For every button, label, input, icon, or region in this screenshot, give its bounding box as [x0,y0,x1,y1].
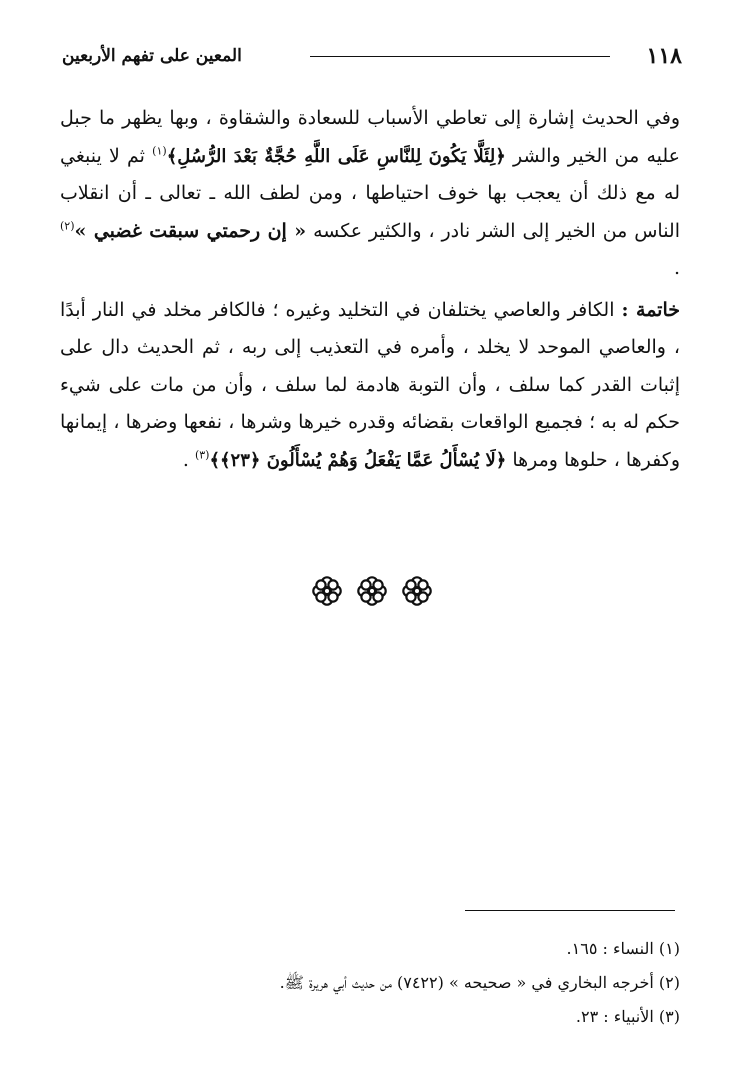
footnote-marker: (١) [658,939,680,958]
quran-verse-2: ﴿لَا يُسْأَلُ عَمَّا يَفْعَلُ وَهُمْ يُسْأَلُونَ ﴿٢٣﴾﴾ [209,449,507,471]
footnote-text: الأنبياء : ٢٣. [575,1007,654,1026]
conclusion-label: خاتمة : [621,298,681,321]
running-title: المعين على تفهم الأربعين [62,46,242,66]
footnote-3 [60,1000,680,1034]
footnote-1 [60,932,680,966]
footnote-2 [60,966,680,1000]
header-divider [310,56,610,57]
section-end-ornaments [0,576,744,606]
main-text [60,100,680,479]
footnote-divider [465,910,675,911]
flower-ornament-icon [402,576,432,606]
p2-end: . [182,448,195,471]
footnotes [60,932,680,1034]
paragraph-2 [60,292,680,480]
footnote-ref-2[interactable]: (٢) [60,219,75,233]
footnote-marker: (٢) [658,973,680,992]
footnote-ref-1[interactable]: (١) [152,144,167,158]
page-number: ١١٨ [646,43,682,69]
footnote-text: النساء : ١٦٥. [566,939,654,958]
p1-text-2: ثم لا ينبغي له مع ذلك أن يعجب بها خوف احتياطها ، ومن لطف الله ـ تعالى ـ أن انقلاب الناس من الخير إلى الشر نادر ، والكثير عكسه [60,144,680,242]
footnote-text: أخرجه البخاري في « صحيحه » (٧٤٢٢) من حديث أبي هريرة ﷺ. [279,973,654,992]
page-header [62,40,682,72]
quran-verse-1: ﴿لِئَلَّا يَكُونَ لِلنَّاسِ عَلَى اللَّهِ حُجَّةٌ بَعْدَ الرُّسُلِ﴾ [166,145,506,167]
p1-end: . [673,257,680,279]
paragraph-1 [60,100,680,288]
footnote-ref-3[interactable]: (٣) [194,448,210,462]
flower-ornament-icon [357,576,387,606]
footnote-marker: (٣) [658,1007,680,1026]
flower-ornament-icon [312,576,342,606]
p2-text-1: الكافر والعاصي يختلفان في التخليد وغيره ؛ فالكافر مخلد في النار أبدًا ، والعاصي الموحد لا يخلد ، وأمره في التعذيب إلى ربه ، ثم الحديث دال على إثبات القدر كما سلف ، وأن التوبة هادمة لما سلف ، وأن من مات على شيء حكم له به ؛ فجميع الواقعات بقضائه وقدره خيرها وشرها ، نفعها وضرها ، إيمانها وكفرها ، حلوها ومرها [60,298,680,471]
p1-text-1: وفي الحديث إشارة إلى تعاطي الأسباب للسعادة والشقاوة ، وبها يظهر ما جبل عليه من الخير والشر [60,107,681,167]
hadith-quote: « إن رحمتي سبقت غضبي » [74,219,307,242]
